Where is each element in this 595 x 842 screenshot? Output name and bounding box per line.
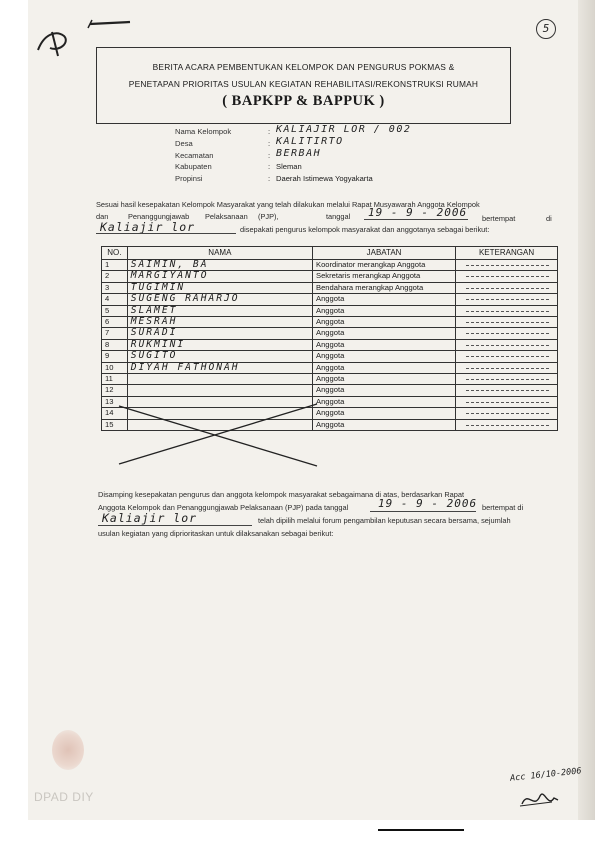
info-label: Nama Kelompok bbox=[175, 127, 232, 136]
paragraph-1-line-3: disepakati pengurus kelompok masyarakat dan anggotanya sebagai berikut: bbox=[240, 225, 490, 234]
row-no: 4 bbox=[102, 294, 128, 305]
place-underline bbox=[96, 233, 236, 234]
table-row bbox=[102, 294, 558, 305]
title-abbreviation: ( BAPKPP & BAPPUK ) bbox=[222, 93, 385, 109]
approval-note: Acc 16/10-2006 bbox=[509, 766, 582, 784]
row-no: 7 bbox=[102, 328, 128, 339]
paragraph-2-line-4: usulan kegiatan yang diprioritaskan untuk dilaksanakan sebagai berikut: bbox=[98, 529, 334, 538]
row-jabatan: Anggota bbox=[313, 328, 456, 339]
signature bbox=[518, 786, 562, 812]
row-jabatan: Anggota bbox=[313, 294, 456, 305]
row-jabatan: Anggota bbox=[313, 362, 456, 373]
row-keterangan bbox=[456, 385, 558, 396]
meeting-date: 19 - 9 - 2006 bbox=[368, 206, 468, 219]
paragraph-1-word: (PJP), bbox=[258, 212, 279, 221]
row-nama: MESRAH bbox=[127, 317, 312, 328]
row-nama: DIYAH FATHONAH bbox=[127, 362, 312, 373]
row-nama: SURADI bbox=[127, 328, 312, 339]
column-header-jabatan: JABATAN bbox=[313, 247, 456, 260]
row-jabatan: Anggota bbox=[313, 317, 456, 328]
row-nama: SLAMET bbox=[127, 305, 312, 316]
info-value: KALIAJIR LOR / 002 bbox=[276, 124, 412, 135]
row-nama bbox=[127, 385, 312, 396]
watermark: DPAD DIY bbox=[34, 790, 94, 804]
row-nama: SUGENG RAHARJO bbox=[127, 294, 312, 305]
forum-date: 19 - 9 - 2006 bbox=[378, 497, 478, 510]
info-value: KALITIRTO bbox=[276, 136, 344, 147]
row-nama: SAIMIN, BA bbox=[127, 260, 312, 271]
date-underline bbox=[364, 219, 468, 220]
forum-date-underline bbox=[370, 511, 476, 512]
table-row bbox=[102, 374, 558, 385]
paragraph-1-word: dan bbox=[96, 212, 109, 221]
paragraph-1-word: Penanggungjawab bbox=[128, 212, 190, 221]
row-nama: SUGITO bbox=[127, 351, 312, 362]
page-edge bbox=[578, 0, 595, 820]
paragraph-2-line-3: telah dipilih melalui forum pengambilan keputusan secara bersama, sejumlah bbox=[258, 516, 511, 525]
forum-place: Kaliajir lor bbox=[102, 511, 198, 525]
row-no: 2 bbox=[102, 271, 128, 282]
row-jabatan: Anggota bbox=[313, 396, 456, 407]
row-no: 12 bbox=[102, 385, 128, 396]
info-label: Kecamatan bbox=[175, 151, 214, 160]
row-nama: MARGIYANTO bbox=[127, 271, 312, 282]
row-jabatan: Anggota bbox=[313, 419, 456, 430]
row-keterangan bbox=[456, 339, 558, 350]
row-no: 10 bbox=[102, 362, 128, 373]
row-jabatan: Anggota bbox=[313, 408, 456, 419]
table-header-row bbox=[102, 247, 558, 260]
empty-rows-crossout bbox=[101, 400, 321, 470]
row-keterangan bbox=[456, 317, 558, 328]
table-row bbox=[102, 271, 558, 282]
row-no: 9 bbox=[102, 351, 128, 362]
row-no: 15 bbox=[102, 419, 128, 430]
info-separator: : bbox=[268, 139, 271, 148]
table-row bbox=[102, 339, 558, 350]
row-jabatan: Anggota bbox=[313, 339, 456, 350]
row-keterangan bbox=[456, 260, 558, 271]
info-value: Daerah Istimewa Yogyakarta bbox=[276, 174, 373, 183]
table-row bbox=[102, 282, 558, 293]
meeting-place: Kaliajir lor bbox=[100, 220, 196, 234]
table-row bbox=[102, 317, 558, 328]
table-row bbox=[102, 362, 558, 373]
row-keterangan bbox=[456, 271, 558, 282]
row-jabatan: Bendahara merangkap Anggota bbox=[313, 282, 456, 293]
column-header-no: NO. bbox=[102, 247, 128, 260]
row-no: 11 bbox=[102, 374, 128, 385]
info-label: Propinsi bbox=[175, 174, 203, 183]
info-label: Desa bbox=[175, 139, 193, 148]
table-row bbox=[102, 385, 558, 396]
row-jabatan: Sekretaris merangkap Anggota bbox=[313, 271, 456, 282]
row-jabatan: Anggota bbox=[313, 385, 456, 396]
info-separator: : bbox=[268, 174, 271, 183]
row-keterangan bbox=[456, 351, 558, 362]
title-line-1: BERITA ACARA PEMBENTUKAN KELOMPOK DAN PENGURUS POKMAS & bbox=[152, 62, 455, 72]
paragraph-1-line-1: Sesuai hasil kesepakatan Kelompok Masyarakat yang telah dilakukan melalui Rapat Musyawarah Anggota Kelompok bbox=[96, 200, 480, 209]
table-row bbox=[102, 260, 558, 271]
row-no: 8 bbox=[102, 339, 128, 350]
row-keterangan bbox=[456, 396, 558, 407]
page-number: 5 bbox=[542, 22, 550, 35]
info-value: BERBAH bbox=[276, 148, 322, 159]
paragraph-2-word: bertempat di bbox=[482, 503, 524, 512]
forum-place-underline bbox=[98, 525, 252, 526]
row-no: 5 bbox=[102, 305, 128, 316]
row-no: 1 bbox=[102, 260, 128, 271]
table-row bbox=[102, 351, 558, 362]
table-row bbox=[102, 305, 558, 316]
row-keterangan bbox=[456, 408, 558, 419]
paragraph-2-line-2: Anggota Kelompok dan Penanggungjawab Pelaksanaan (PJP) pada tanggal bbox=[98, 503, 349, 512]
row-jabatan: Anggota bbox=[313, 351, 456, 362]
column-header-nama: NAMA bbox=[127, 247, 312, 260]
row-nama: RUKMINI bbox=[127, 339, 312, 350]
column-header-keterangan: KETERANGAN bbox=[456, 247, 558, 260]
paragraph-1-word: tanggal bbox=[326, 212, 351, 221]
row-nama bbox=[127, 374, 312, 385]
archive-logo-icon bbox=[52, 730, 84, 770]
row-keterangan bbox=[456, 328, 558, 339]
info-value: Sleman bbox=[276, 162, 302, 171]
row-keterangan bbox=[456, 294, 558, 305]
row-no: 6 bbox=[102, 317, 128, 328]
info-separator: : bbox=[268, 162, 271, 171]
row-no: 3 bbox=[102, 282, 128, 293]
row-no: 14 bbox=[102, 408, 128, 419]
paragraph-1-word: di bbox=[546, 214, 552, 223]
row-jabatan: Anggota bbox=[313, 374, 456, 385]
title-line-2: PENETAPAN PRIORITAS USULAN KEGIATAN REHABILITASI/REKONSTRUKSI RUMAH bbox=[128, 79, 479, 89]
title-box bbox=[96, 47, 511, 124]
row-jabatan: Koordinator merangkap Anggota bbox=[313, 260, 456, 271]
row-no: 13 bbox=[102, 396, 128, 407]
row-keterangan bbox=[456, 374, 558, 385]
row-keterangan bbox=[456, 305, 558, 316]
table-row bbox=[102, 328, 558, 339]
row-keterangan bbox=[456, 362, 558, 373]
row-keterangan bbox=[456, 419, 558, 430]
page-number-circle bbox=[536, 19, 556, 39]
paragraph-1-word: Pelaksanaan bbox=[205, 212, 248, 221]
paragraph-2-line-1: Disamping kesepakatan pengurus dan anggota kelompok masyarakat sebagaimana di atas, berdasarkan Rapat bbox=[98, 490, 465, 499]
row-keterangan bbox=[456, 282, 558, 293]
paragraph-1-word: bertempat bbox=[482, 214, 516, 223]
row-nama: TUGIMIN bbox=[127, 282, 312, 293]
bottom-rule bbox=[378, 829, 464, 831]
info-separator: : bbox=[268, 151, 271, 160]
info-separator: : bbox=[268, 127, 271, 136]
row-jabatan: Anggota bbox=[313, 305, 456, 316]
info-label: Kabupaten bbox=[175, 162, 212, 171]
